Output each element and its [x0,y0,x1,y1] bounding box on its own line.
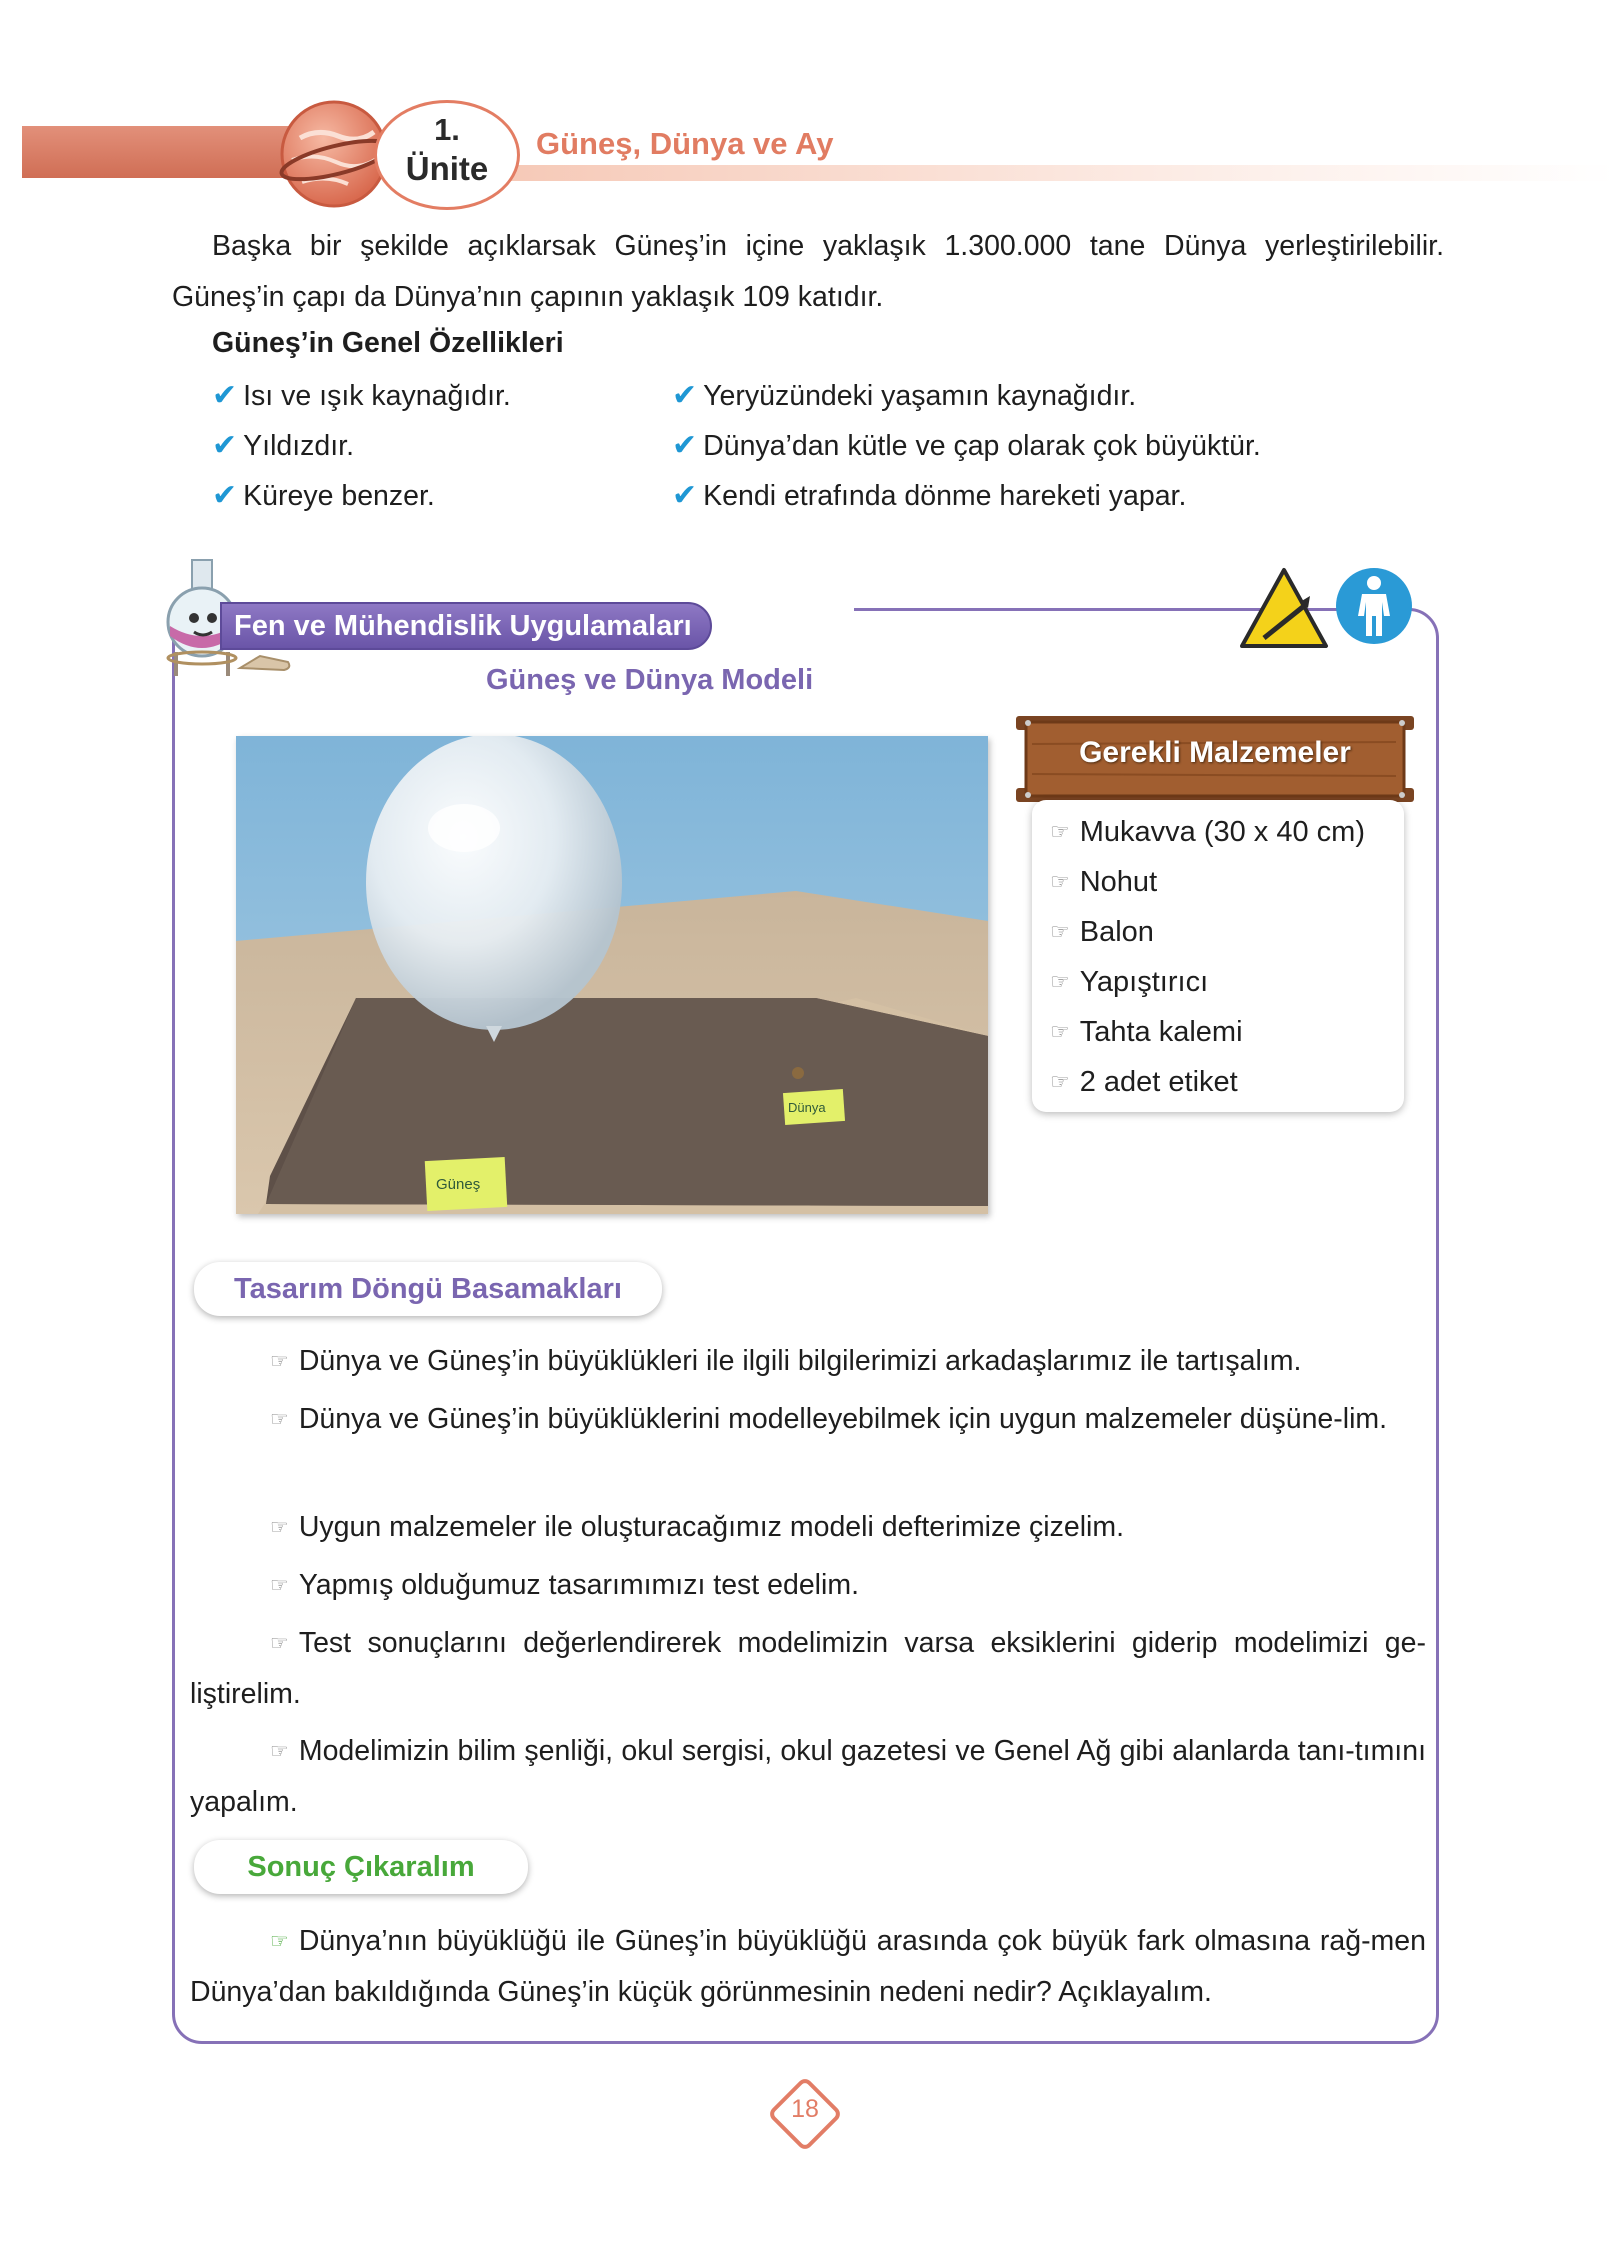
design-step: ☞ Dünya ve Güneş’in büyüklükleri ile ilgili bilgilerimizi arkadaşlarımız ile tartışalım. [190,1336,1426,1387]
pointing-hand-icon: ☞ [1050,1019,1070,1044]
header-band-left [22,126,322,178]
unit-word: Ünite [405,150,489,187]
unit-title: Güneş, Dünya ve Ay [536,126,834,161]
activity-title: Güneş ve Dünya Modeli [486,664,814,696]
feature-item: ✔ Küreye benzer. [212,479,435,512]
material-item: ☞ Yapıştırıcı [1050,966,1209,998]
check-icon: ✔ [672,479,698,512]
feature-item: ✔ Kendi etrafında dönme hareketi yapar. [672,479,1187,512]
features-heading: Güneş’in Genel Özellikleri [212,327,564,359]
feature-item: ✔ Yeryüzündeki yaşamın kaynağıdır. [672,379,1137,412]
material-item: ☞ Nohut [1050,866,1158,898]
feature-item: ✔ Dünya’dan kütle ve çap olarak çok büyüktür. [672,429,1261,462]
page-number: 18 [791,2095,819,2123]
design-step: ☞ Yapmış olduğumuz tasarımımızı test edelim. [190,1560,1426,1611]
unit-number: 1. [434,112,460,147]
pointing-hand-icon: ☞ [270,1740,289,1763]
check-icon: ✔ [212,479,238,512]
material-item: ☞ Balon [1050,916,1154,948]
warning-icon [1238,566,1330,650]
check-icon: ✔ [212,379,238,412]
conclusion-heading: Sonuç Çıkaralım [194,1840,528,1894]
intro-paragraph: Başka bir şekilde açıklarsak Güneş’in içine yaklaşık 1.300.000 tane Dünya yerleştirilebilir. Güneş’in çapı da Dünya’nın çapının yaklaşık 109 katıdır. [172,230,1444,313]
check-icon: ✔ [672,429,698,462]
material-item: ☞ Tahta kalemi [1050,1016,1243,1048]
design-step: ☞ Dünya ve Güneş’in büyüklüklerini modelleyebilmek için uygun malzemeler düşüne-lim. [190,1394,1426,1445]
pointing-hand-icon: ☞ [270,1574,289,1597]
balloon-model-photo [236,736,988,1214]
pointing-hand-icon: ☞ [1050,969,1070,994]
feature-item: ✔ Yıldızdır. [212,429,355,462]
pointing-hand-icon: ☞ [270,1350,289,1373]
pointing-hand-icon: ☞ [1050,869,1070,894]
header-band-right [500,165,1615,181]
material-item: ☞ Mukavva (30 x 40 cm) [1050,816,1365,848]
design-step: ☞ Test sonuçlarını değerlendirerek modelimizin varsa eksiklerini giderip modelimizi ge-liştirelim. [190,1618,1426,1720]
pointing-hand-icon: ☞ [1050,819,1070,844]
pointing-hand-icon: ☞ [1050,1069,1070,1094]
pointing-hand-icon: ☞ [270,1632,289,1655]
pointing-hand-icon: ☞ [270,1408,289,1431]
pointing-hand-icon: ☞ [270,1930,289,1953]
conclusion-text: ☞ Dünya’nın büyüklüğü ile Güneş’in büyüklüğü arasında çok büyük fark olmasına rağ-men Dünya’dan bakıldığında Güneş’in küçük görünmesinin nedeni nedir? Açıklayalım. [190,1916,1426,2018]
feature-item: ✔ Isı ve ışık kaynağıdır. [212,379,511,412]
material-item: ☞ 2 adet etiket [1050,1066,1238,1098]
photo-label-sun: Güneş [436,1176,481,1193]
design-step: ☞ Uygun malzemeler ile oluşturacağımız modeli defterimize çizelim. [190,1502,1426,1553]
pointing-hand-icon: ☞ [1050,919,1070,944]
materials-title: Gerekli Malzemeler [1079,736,1351,769]
check-icon: ✔ [672,379,698,412]
check-icon: ✔ [212,429,238,462]
activity-badge: Fen ve Mühendislik Uygulamaları [220,602,712,650]
pointing-hand-icon: ☞ [270,1516,289,1539]
design-step: ☞ Modelimizin bilim şenliği, okul sergisi, okul gazetesi ve Genel Ağ gibi alanlarda tanı-tımını yapalım. [190,1726,1426,1828]
protective-suit-icon [1334,566,1414,646]
photo-label-earth: Dünya [788,1100,826,1115]
design-cycle-heading: Tasarım Döngü Basamakları [194,1262,662,1316]
